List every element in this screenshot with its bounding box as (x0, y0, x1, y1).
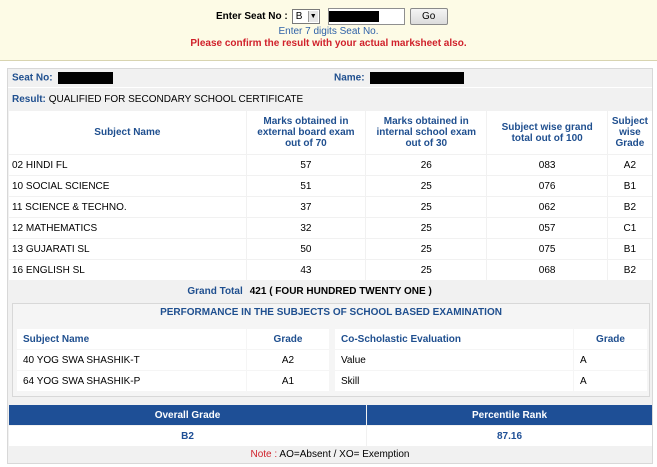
table-row (9, 239, 652, 259)
total-marks: 083 (487, 155, 606, 175)
table-row (335, 371, 647, 391)
go-button[interactable]: Go (410, 8, 448, 25)
name-field (334, 72, 464, 84)
redacted-seat (58, 72, 113, 84)
subject-grade: B2 (608, 197, 652, 217)
internal-marks: 26 (366, 155, 486, 175)
marks-header-row (9, 111, 652, 154)
internal-marks: 25 (366, 218, 486, 238)
subject-name: 10 SOCIAL SCIENCE (9, 176, 246, 196)
external-marks: 32 (247, 218, 365, 238)
note-label: Note : (250, 449, 278, 460)
school-subject-name: 40 YOG SWA SHASHIK-T (17, 350, 246, 370)
subject-name: 02 HINDI FL (9, 155, 246, 175)
grand-total-value: 421 ( FOUR HUNDRED TWENTY ONE ) (247, 281, 652, 301)
external-marks: 57 (247, 155, 365, 175)
overall-grade-label: Overall Grade (9, 405, 366, 425)
seat-label: Seat No: (12, 72, 53, 84)
seat-no-field (12, 72, 113, 84)
internal-marks: 25 (366, 239, 486, 259)
table-row (9, 218, 652, 238)
result-card (7, 68, 653, 464)
total-marks: 075 (487, 239, 606, 259)
warning-message: Please confirm the result with your actual marksheet also. (190, 38, 467, 49)
external-marks: 37 (247, 197, 365, 217)
col-external-marks: Marks obtained in external board exam out of 70 (247, 111, 365, 154)
col-coscholastic-grade: Grade (574, 329, 647, 349)
overall-value-row (9, 426, 652, 446)
table-row (9, 197, 652, 217)
percentile-rank-value: 87.16 (367, 426, 652, 446)
seat-series-select[interactable] (292, 9, 320, 24)
subject-grade: B2 (608, 260, 652, 280)
total-marks: 062 (487, 197, 606, 217)
marks-table (8, 110, 653, 302)
result-label: Result: (12, 94, 46, 105)
overall-grade-value: B2 (9, 426, 366, 446)
school-subjects-table (16, 328, 330, 392)
subject-grade: A2 (608, 155, 652, 175)
redacted-name (370, 72, 464, 84)
coscholastic-name: Skill (335, 371, 573, 391)
chevron-down-icon: ▼ (308, 11, 318, 22)
col-grand-total: Subject wise grand total out of 100 (487, 111, 606, 154)
seat-number-input[interactable] (328, 8, 405, 25)
student-info-row (8, 69, 652, 88)
col-coscholastic: Co-Scholastic Evaluation (335, 329, 573, 349)
table-row (9, 260, 652, 280)
school-subjects-header (17, 329, 329, 349)
subject-grade: B1 (608, 176, 652, 196)
col-school-subject: Subject Name (17, 329, 246, 349)
total-marks: 057 (487, 218, 606, 238)
col-grade: Subject wise Grade (608, 111, 652, 154)
subject-name: 12 MATHEMATICS (9, 218, 246, 238)
col-internal-marks: Marks obtained in internal school exam out of 30 (366, 111, 486, 154)
grand-total-label: Grand Total (9, 281, 246, 301)
table-row (17, 371, 329, 391)
coscholastic-name: Value (335, 350, 573, 370)
overall-header-row (9, 405, 652, 425)
external-marks: 51 (247, 176, 365, 196)
table-row (9, 155, 652, 175)
col-school-grade: Grade (247, 329, 329, 349)
percentile-rank-label: Percentile Rank (367, 405, 652, 425)
seat-hint: Enter 7 digits Seat No. (278, 26, 379, 37)
seat-search-panel (0, 0, 657, 61)
subject-grade: C1 (608, 218, 652, 238)
internal-marks: 25 (366, 176, 486, 196)
coscholastic-grade: A (574, 350, 647, 370)
table-row (335, 350, 647, 370)
redacted-seat-number (329, 11, 379, 22)
external-marks: 43 (247, 260, 365, 280)
table-row (9, 176, 652, 196)
total-marks: 076 (487, 176, 606, 196)
seat-search-row (216, 8, 448, 25)
overall-table (8, 404, 653, 447)
grand-total-row (9, 281, 652, 301)
subject-grade: B1 (608, 239, 652, 259)
coscholastic-table (334, 328, 648, 392)
total-marks: 068 (487, 260, 606, 280)
note (8, 449, 652, 460)
school-exam-title: PERFORMANCE IN THE SUBJECTS OF SCHOOL BASED EXAMINATION (160, 307, 502, 318)
table-row (17, 350, 329, 370)
subject-name: 11 SCIENCE & TECHNO. (9, 197, 246, 217)
subject-name: 16 ENGLISH SL (9, 260, 246, 280)
school-subject-grade: A2 (247, 350, 329, 370)
result-value: QUALIFIED FOR SECONDARY SCHOOL CERTIFICATE (48, 94, 304, 105)
coscholastic-grade: A (574, 371, 647, 391)
col-subject-name: Subject Name (9, 111, 246, 154)
coscholastic-header (335, 329, 647, 349)
internal-marks: 25 (366, 197, 486, 217)
external-marks: 50 (247, 239, 365, 259)
seat-no-label: Enter Seat No : (216, 11, 288, 22)
subject-name: 13 GUJARATI SL (9, 239, 246, 259)
seat-series-value: B (295, 11, 303, 22)
school-subject-grade: A1 (247, 371, 329, 391)
name-label: Name: (334, 72, 365, 84)
internal-marks: 25 (366, 260, 486, 280)
note-text: AO=Absent / XO= Exemption (279, 449, 410, 460)
result-row (8, 90, 652, 109)
school-exam-panel (12, 303, 650, 397)
school-subject-name: 64 YOG SWA SHASHIK-P (17, 371, 246, 391)
